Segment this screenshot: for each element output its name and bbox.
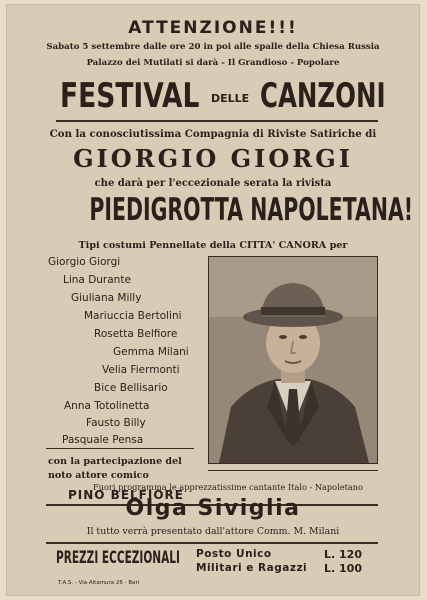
- comic-actor-name: PINO BELFIORE: [68, 488, 184, 502]
- extra-programme-line: Fuori programma le apprezzatissime cantante Italo - Napoletano: [93, 482, 363, 492]
- price-row-1-value: L. 120: [324, 548, 362, 561]
- attention-heading: ATTENZIONE!!!: [128, 18, 298, 38]
- cast-member: Gemma Milani: [113, 346, 189, 358]
- portrait-photo: [208, 256, 378, 464]
- company-name: GIORGIO GIORGI: [73, 144, 353, 173]
- show-title-wrap: [6, 192, 420, 228]
- price-row-1-label: Posto Unico: [196, 548, 272, 560]
- participation-line1: con la partecipazione del: [48, 456, 182, 467]
- poster-sheet: [6, 4, 420, 596]
- price-row-2-label: Militari e Ragazzi: [196, 562, 308, 574]
- cast-member: Anna Totolinetta: [64, 400, 150, 412]
- show-tagline: Tipi costumi Pennellate della CITTA' CANORA per: [78, 240, 348, 251]
- divider: [56, 120, 378, 122]
- festival-title-2: [260, 76, 420, 116]
- cast-member: Giorgio Giorgi: [48, 256, 121, 268]
- event-date-line: Sabato 5 settembre dalle ore 20 in poi alle spalle della Chiesa Russia: [46, 42, 380, 52]
- cast-member: Giuliana Milly: [71, 292, 142, 304]
- show-title: PIEDIGROTTA NAPOLETANA!: [89, 192, 414, 228]
- price-row-2-value: L. 100: [324, 562, 362, 575]
- festival-connector: DELLE: [211, 92, 250, 105]
- cast-member: Lina Durante: [63, 274, 131, 286]
- divider: [208, 470, 378, 471]
- cast-member: Velia Fiermonti: [102, 364, 180, 376]
- prices-label: PREZZI ECCEZIONALI: [56, 548, 180, 568]
- participation-line2: noto attore comico: [48, 470, 149, 481]
- divider: [46, 542, 378, 544]
- cast-member: Pasquale Pensa: [62, 434, 144, 446]
- portrait-man-in-hat: [209, 257, 377, 463]
- cast-member: Fausto Billy: [86, 417, 146, 429]
- festival-word: CANZONI: [260, 76, 386, 116]
- event-venue-line: Palazzo dei Mutilati si darà - Il Grandioso - Popolare: [86, 58, 340, 68]
- printer-credit: T.A.S. - Via Altamura 26 - Bari: [58, 580, 140, 586]
- divider: [46, 448, 194, 449]
- festival-word: FESTIVAL: [60, 76, 200, 116]
- featured-singer-name: Olga Siviglia: [125, 496, 301, 521]
- cast-member: Bice Bellisario: [94, 382, 168, 394]
- presenter-line: Il tutto verrà presentato dall'attore Comm. M. Milani: [86, 526, 340, 537]
- festival-title: [60, 76, 213, 116]
- company-sub: che darà per l'eccezionale serata la rivista: [94, 178, 332, 189]
- cast-member: Rosetta Belfiore: [94, 328, 178, 340]
- cast-member: Mariuccia Bertolini: [84, 310, 182, 322]
- company-intro: Con la conosciutissima Compagnia di Riviste Satiriche di: [49, 128, 377, 140]
